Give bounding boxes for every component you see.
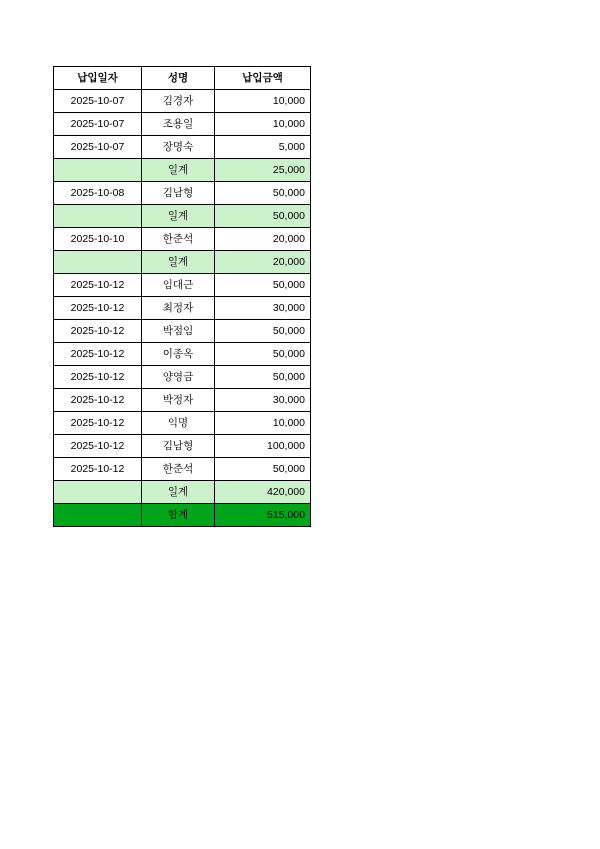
table-row xyxy=(54,458,311,481)
cell-amount: 50,000 xyxy=(215,205,311,228)
table-row xyxy=(54,504,311,527)
cell-amount: 20,000 xyxy=(215,251,311,274)
cell-date xyxy=(54,251,142,274)
cell-name: 이종옥 xyxy=(142,343,215,366)
cell-date: 2025-10-12 xyxy=(54,274,142,297)
cell-amount: 50,000 xyxy=(215,343,311,366)
cell-name: 한준석 xyxy=(142,458,215,481)
cell-date: 2025-10-12 xyxy=(54,320,142,343)
cell-date xyxy=(54,481,142,504)
cell-name: 일계 xyxy=(142,481,215,504)
cell-name: 합계 xyxy=(142,504,215,527)
cell-amount: 50,000 xyxy=(215,458,311,481)
table-header-row xyxy=(54,67,311,90)
table-row xyxy=(54,274,311,297)
table-body xyxy=(54,90,311,527)
table-row xyxy=(54,297,311,320)
cell-date xyxy=(54,159,142,182)
cell-amount: 30,000 xyxy=(215,389,311,412)
cell-amount: 20,000 xyxy=(215,228,311,251)
cell-amount: 515,000 xyxy=(215,504,311,527)
table-row xyxy=(54,251,311,274)
column-header-date: 납입일자 xyxy=(54,67,142,90)
column-header-name: 성명 xyxy=(142,67,215,90)
table-row xyxy=(54,136,311,159)
cell-amount: 30,000 xyxy=(215,297,311,320)
cell-name: 최정자 xyxy=(142,297,215,320)
cell-date: 2025-10-07 xyxy=(54,90,142,113)
cell-amount: 50,000 xyxy=(215,182,311,205)
cell-date: 2025-10-07 xyxy=(54,113,142,136)
cell-date: 2025-10-12 xyxy=(54,458,142,481)
cell-name: 김남형 xyxy=(142,182,215,205)
table-row xyxy=(54,343,311,366)
cell-date xyxy=(54,504,142,527)
table-row xyxy=(54,412,311,435)
table-row xyxy=(54,182,311,205)
table-row xyxy=(54,159,311,182)
table-row xyxy=(54,389,311,412)
cell-name: 박정자 xyxy=(142,389,215,412)
cell-name: 일계 xyxy=(142,159,215,182)
cell-amount: 10,000 xyxy=(215,412,311,435)
cell-amount: 50,000 xyxy=(215,366,311,389)
cell-amount: 100,000 xyxy=(215,435,311,458)
table-header xyxy=(54,67,311,90)
cell-name: 장명숙 xyxy=(142,136,215,159)
table-row xyxy=(54,320,311,343)
table-row xyxy=(54,435,311,458)
cell-name: 일계 xyxy=(142,251,215,274)
cell-name: 김경자 xyxy=(142,90,215,113)
cell-date: 2025-10-12 xyxy=(54,435,142,458)
table-row xyxy=(54,90,311,113)
cell-date: 2025-10-08 xyxy=(54,182,142,205)
cell-name: 김남형 xyxy=(142,435,215,458)
cell-date: 2025-10-10 xyxy=(54,228,142,251)
cell-date: 2025-10-12 xyxy=(54,343,142,366)
cell-date: 2025-10-12 xyxy=(54,297,142,320)
cell-date: 2025-10-12 xyxy=(54,412,142,435)
cell-name: 임대근 xyxy=(142,274,215,297)
cell-amount: 25,000 xyxy=(215,159,311,182)
table-row xyxy=(54,228,311,251)
cell-name: 양영금 xyxy=(142,366,215,389)
table-row xyxy=(54,481,311,504)
cell-amount: 50,000 xyxy=(215,274,311,297)
column-header-amount: 납입금액 xyxy=(215,67,311,90)
payment-table xyxy=(53,66,311,527)
cell-amount: 10,000 xyxy=(215,113,311,136)
cell-name: 익명 xyxy=(142,412,215,435)
cell-date: 2025-10-12 xyxy=(54,366,142,389)
cell-date: 2025-10-12 xyxy=(54,389,142,412)
cell-date xyxy=(54,205,142,228)
cell-name: 박점임 xyxy=(142,320,215,343)
table-row xyxy=(54,205,311,228)
cell-amount: 50,000 xyxy=(215,320,311,343)
cell-date: 2025-10-07 xyxy=(54,136,142,159)
table-row xyxy=(54,113,311,136)
cell-name: 일계 xyxy=(142,205,215,228)
cell-amount: 420,000 xyxy=(215,481,311,504)
cell-name: 한준석 xyxy=(142,228,215,251)
cell-amount: 10,000 xyxy=(215,90,311,113)
table-row xyxy=(54,366,311,389)
cell-name: 조용일 xyxy=(142,113,215,136)
cell-amount: 5,000 xyxy=(215,136,311,159)
